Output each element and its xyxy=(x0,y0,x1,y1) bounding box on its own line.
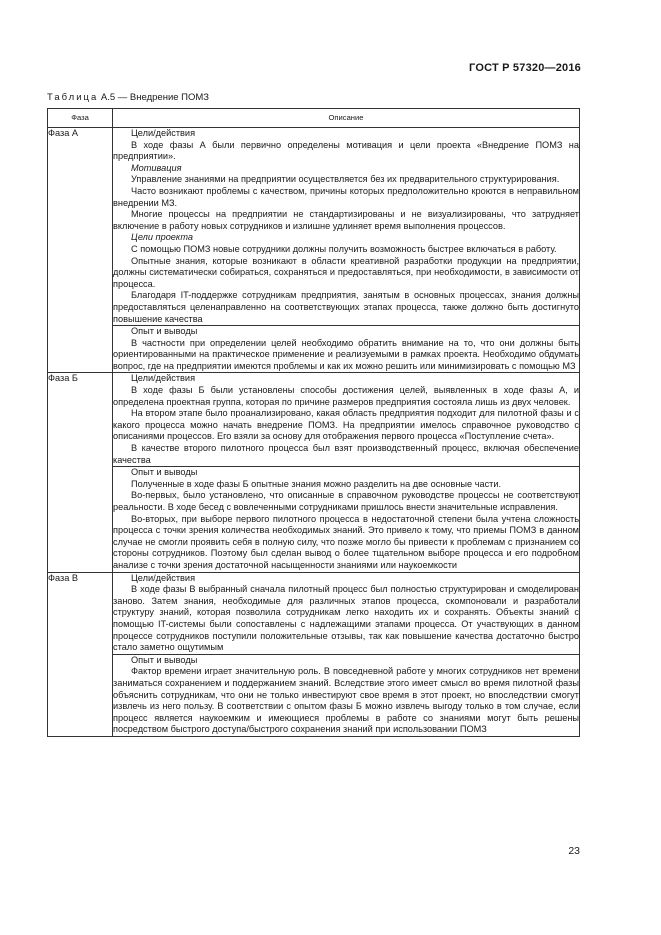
description-cell xyxy=(113,326,580,373)
subheading: Мотивация xyxy=(131,162,182,173)
description-cell xyxy=(113,467,580,572)
paragraph: Фактор времени играет значительную роль. В повседневной работе у многих сотрудников нет времени заниматься сохранением и поддержанием знаний. Вследствие этого имеет смысл во время пилотной фазы объяснить сотрудникам, что они не только инвестируют свое время в этот проект, но впоследствии смогут извлечь из него пользу. В соответствии с опытом фазы Б можно извлечь выгоду только в том случае, если процесс является наукоемким и имеющиеся проблемы в работе со знаниями могут быть решены посредством быстрого доступа/быстрого сохранения знаний при использовании ПОМЗ xyxy=(113,666,579,735)
paragraph: Во-вторых, при выборе первого пилотного процесса в недостаточной степени была учтена сложность процесса с точки зрения количества необходимых знаний. Это привело к тому, что приемы ПОМЗ в данном случае не смогли проявить себя в полную силу, что позже могло бы привести к проблемам с признанием со стороны сотрудников. Поэтому был сделан вывод о более тщательном выборе процесса и его подробном анализе с точки зрения достаточной насыщенности знаниями или наукоемкости xyxy=(113,513,579,570)
paragraph: Часто возникают проблемы с качеством, причины которых предположительно кроются в неправильном внедрении МЗ. xyxy=(113,185,579,208)
paragraph: Управление знаниями на предприятии осуществляется без их предварительного структурирования. xyxy=(131,174,560,185)
subheading: Цели проекта xyxy=(131,232,194,243)
description-cell xyxy=(113,654,580,736)
block-heading: Опыт и выводы xyxy=(131,467,198,478)
block-heading: Цели/действия xyxy=(131,128,196,138)
paragraph: В ходе фазы В выбранный сначала пилотный процесс был полностью структурирован и смоделирован заново. Затем знания, необходимые для различных этапов процесса, скомпоновали и разработали структуру знаний, которая позволила сотрудникам легко находить их и сохранять. Объекты знаний с помощью IT-системы были сопоставлены с надлежащими этапами процесса. От участвующих в данном процессе сотрудников поступили положительные отзывы, так как повышение качества достаточно быстро стало заметно ощутимым xyxy=(113,584,579,653)
table-row xyxy=(48,572,580,654)
paragraph: Опытные знания, которые возникают в области креативной разработки продукции на предприятии, должны систематически собираться, сохраняться и предоставляться, при необходимости, в зависимости от процесса. xyxy=(113,255,579,289)
phase-cell: Фаза А xyxy=(48,128,113,373)
block-heading: Опыт и выводы xyxy=(131,326,198,337)
table-caption-prefix: Таблица xyxy=(47,92,99,103)
paragraph: В ходе фазы Б были установлены способы достижения целей, выявленных в ходе фазы А, и определена проектная группа, которая по причине размеров предприятия состояла лишь из двух человек. xyxy=(113,385,579,407)
table-row xyxy=(48,326,580,373)
paragraph: Многие процессы на предприятии не стандартизированы и не визуализированы, что затрудняет включение в работу новых сотрудников и излишне удлиняет время выполнения процессов. xyxy=(113,209,579,231)
table-header-row xyxy=(48,109,580,128)
column-header-phase: Фаза xyxy=(48,109,113,128)
paragraph: В частности при определении целей необходимо обратить внимание на то, что они должны быть ориентированными на практическое применение и реализуемыми в рамках проекта. Необходимо обдумать вопрос, где на предприятии имеются проблемы и как их можно решить или минимизировать с помощью МЗ xyxy=(113,337,579,371)
implementation-table xyxy=(47,108,580,737)
description-cell xyxy=(113,572,580,654)
table-row xyxy=(48,373,580,467)
paragraph: В ходе фазы А были первично определены мотивация и цели проекта «Внедрение ПОМЗ на предприятии». xyxy=(113,139,579,162)
page-number: 23 xyxy=(568,845,580,857)
table-caption xyxy=(47,92,209,103)
phase-cell: Фаза В xyxy=(48,572,113,736)
paragraph: С помощью ПОМЗ новые сотрудники должны получить возможность быстрее включаться в работу. xyxy=(131,243,557,254)
paragraph: Полученные в ходе фазы Б опытные знания можно разделить на две основные части. xyxy=(131,478,502,489)
block-heading: Опыт и выводы xyxy=(131,654,198,665)
paragraph: На втором этапе было проанализировано, какая область предприятия подходит для пилотной фазы и с какого процесса можно начать внедрение ПОМЗ. На предприятии имелось справочное руководство с описаниями процессов. Его взяли за основу для отображения первого процесса «Поступление счета». xyxy=(113,408,579,442)
table-row xyxy=(48,467,580,572)
paragraph: Благодаря IT-поддержке сотрудникам предприятия, занятым в основных процессах, знания должны предоставляться целенаправленно на соответствующих этапах процесса, также должно быть достигнуто повышение качества xyxy=(113,290,579,324)
paragraph: Во-первых, было установлено, что описанные в справочном руководстве процессы не соответствуют реальности. В ходе бесед с вовлеченными сотрудниками пришлось внести значительные исправления. xyxy=(113,490,579,512)
description-cell xyxy=(113,128,580,326)
column-header-description: Описание xyxy=(113,109,580,128)
table-row xyxy=(48,654,580,736)
table-caption-title: А.5 — Внедрение ПОМЗ xyxy=(100,92,210,103)
description-cell xyxy=(113,373,580,467)
phase-cell: Фаза Б xyxy=(48,373,113,572)
table-row xyxy=(48,128,580,326)
paragraph: В качестве второго пилотного процесса был взят производственный процесс, включая обеспечение качества xyxy=(113,443,579,465)
block-heading: Цели/действия xyxy=(131,373,196,384)
block-heading: Цели/действия xyxy=(131,572,196,583)
document-code: ГОСТ Р 57320—2016 xyxy=(469,62,581,74)
